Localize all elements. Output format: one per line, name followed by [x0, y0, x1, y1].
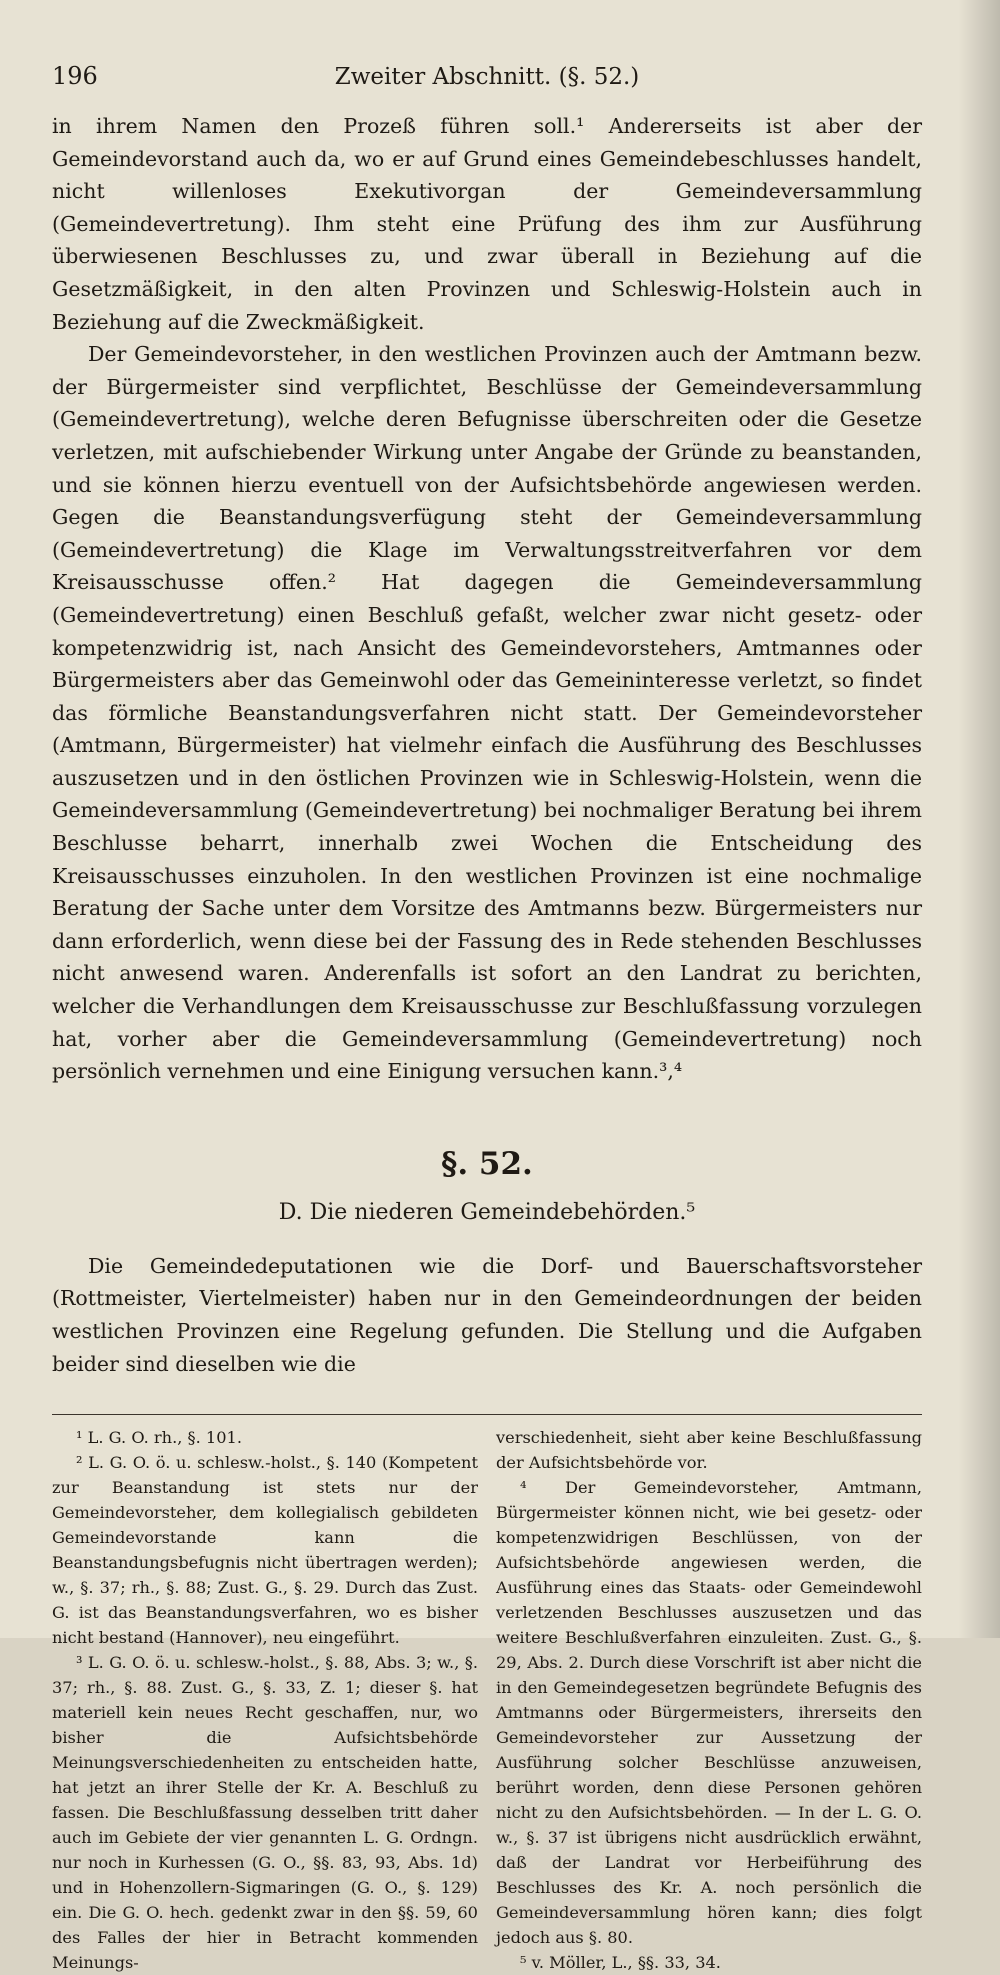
chapter-heading: Zweiter Abschnitt. (§. 52.)	[334, 64, 640, 90]
body-paragraph: Der Gemeindevorsteher, in den westlichen Provinzen auch der Amtmann bezw. der Bürgermeister sind verpflichtet, Beschlüsse der Gemeindeversammlung (Gemeindevertretung), welche deren Befugnisse überschreiten oder die Gesetze verletzen, mit aufschiebender Wirkung unter Angabe der Gründe zu beanstanden, und sie können hierzu eventuell von der Aufsichtsbehörde angewiesen werden. Gegen die Beanstandungsverfügung steht der Gemeindeversammlung (Gemeindevertretung) die Klage im Verwaltungsstreitverfahren vor dem Kreisausschusse offen.² Hat dagegen die Gemeindeversammlung (Gemeindevertretung) einen Beschluß gefaßt, welcher zwar nicht gesetz- oder kompetenzwidrig ist, nach Ansicht des Gemeindevorstehers, Amtmannes oder Bürgermeisters aber das Gemeinwohl oder das Gemeininteresse verletzt, so findet das förmliche Beanstandungsverfahren nicht statt. Der Gemeindevorsteher (Amtmann, Bürgermeister) hat vielmehr einfach die Ausführung des Beschlusses auszusetzen und in den östlichen Provinzen wie in Schleswig-Holstein, wenn die Gemeindeversammlung (Gemeindevertretung) bei nochmaliger Beratung bei ihrem Beschlusse beharrt, innerhalb zwei Wochen die Entscheidung des Kreisausschusses einzuholen. In den westlichen Provinzen ist eine nochmalige Beratung der Sache unter dem Vorsitze des Amtmanns bezw. Bürgermeisters nur dann erforderlich, wenn diese bei der Fassung des in Rede stehenden Beschlusses nicht anwesend waren. Anderenfalls ist sofort an den Landrat zu berichten, welcher die Verhandlungen dem Kreisausschusse zur Beschlußfassung vorzulegen hat, vorher aber die Gemeindeversammlung (Gemeindevertretung) noch persönlich vernehmen und eine Einigung versuchen kann.³,⁴	[52, 342, 922, 1084]
footnote: ² L. G. O. ö. u. schlesw.-holst., §. 140 (Kompetent zur Beanstandung ist stets nur der Gemeindevorsteher, dem kollegialisch gebildeten Gemeindevorstande kann die Beanstandungsbefugnis nicht übertragen werden); w., §. 37; rh., §. 88; Zust. G., §. 29. Durch das Zust. G. ist das Beanstandungsverfahren, wo es bisher nicht bestand (Hannover), neu eingeführt.	[52, 1453, 478, 1648]
footnote-divider	[52, 1414, 922, 1415]
footnote: ³ L. G. O. ö. u. schlesw.-holst., §. 88, Abs. 3; w., §. 37; rh., §. 88. Zust. G., §. 33, Z. 1; dieser §. hat materiell kein neues Recht geschaffen, nur, wo bisher die Aufsichtsbehörde Meinungsverschiedenheiten zu entscheiden hatte, hat jetzt an ihrer Stelle der Kr. A. Beschluß zu fassen. Die Beschlußfassung desselben tritt daher auch im Gebiete der vier genannten L. G. Ordngn. nur noch in Kurhessen (G. O., §§. 83, 93, Abs. 1d) und in Hohenzollern-Sigmaringen (G. O., §. 129) ein. Die G. O. hech. gedenkt zwar in den §§. 59, 60 des Falles der hier in Betracht kommenden Meinungs-	[52, 1653, 478, 1973]
footnote: ¹ L. G. O. rh., §. 101.	[76, 1428, 242, 1448]
page-number: 196	[52, 62, 98, 90]
page-content	[52, 62, 922, 1975]
body-text	[52, 110, 922, 1088]
body-paragraph: Die Gemeindedeputationen wie die Dorf- und Bauerschaftsvorsteher (Rottmeister, Viertelmeister) haben nur in den Gemeindeordnungen der beiden westlichen Provinzen eine Regelung gefunden. Die Stellung und die Aufgaben beider sind dieselben wie die	[52, 1253, 922, 1376]
footnote-continuation: verschiedenheit, sieht aber keine Beschlußfassung der Aufsichtsbehörde vor.	[496, 1428, 922, 1473]
running-head	[52, 62, 922, 110]
footnote: ⁵ v. Möller, L., §§. 33, 34.	[520, 1953, 721, 1973]
section-number: §. 52.	[441, 1145, 533, 1182]
section-title: D. Die niederen Gemeindebehörden.⁵	[278, 1199, 696, 1225]
footnotes-left-column	[52, 1425, 478, 1975]
section-body	[52, 1250, 922, 1380]
footnote: ⁴ Der Gemeindevorsteher, Amtmann, Bürgermeister können nicht, wie bei gesetz- oder kompetenzwidrigen Beschlüssen, von der Aufsichtsbehörde angewiesen werden, die Ausführung eines das Staats- oder Gemeindewohl verletzenden Beschlusses auszusetzen und das weitere Beschlußverfahren einzuleiten. Zust. G., §. 29, Abs. 2. Durch diese Vorschrift ist aber nicht die in den Gemeindegesetzen begründete Befugnis des Amtmanns oder Bürgermeisters, ihrerseits den Gemeindevorsteher zur Aussetzung der Ausführung solcher Beschlüsse anzuweisen, berührt worden, denn diese Personen gehören nicht zu den Aufsichtsbehörden. — In der L. G. O. w., §. 37 ist übrigens nicht ausdrücklich erwähnt, daß der Landrat vor Herbeiführung des Beschlusses des Kr. A. noch persönlich die Gemeindeversammlung hören kann; dies folgt jedoch aus §. 80.	[496, 1478, 922, 1948]
footnotes-right-column	[496, 1425, 922, 1975]
footnotes	[52, 1425, 922, 1975]
page-edge-shadow	[958, 0, 1000, 1638]
body-paragraph: in ihrem Namen den Prozeß führen soll.¹ Andererseits ist aber der Gemeindevorstand auch da, wo er auf Grund eines Gemeindebeschlusses handelt, nicht willenloses Exekutivorgan der Gemeindeversammlung (Gemeindevertretung). Ihm steht eine Prüfung des ihm zur Ausführung überwiesenen Beschlusses zu, und zwar überall in Beziehung auf die Gesetzmäßigkeit, in den alten Provinzen und Schleswig-Holstein auch in Beziehung auf die Zweckmäßigkeit.	[52, 114, 922, 334]
